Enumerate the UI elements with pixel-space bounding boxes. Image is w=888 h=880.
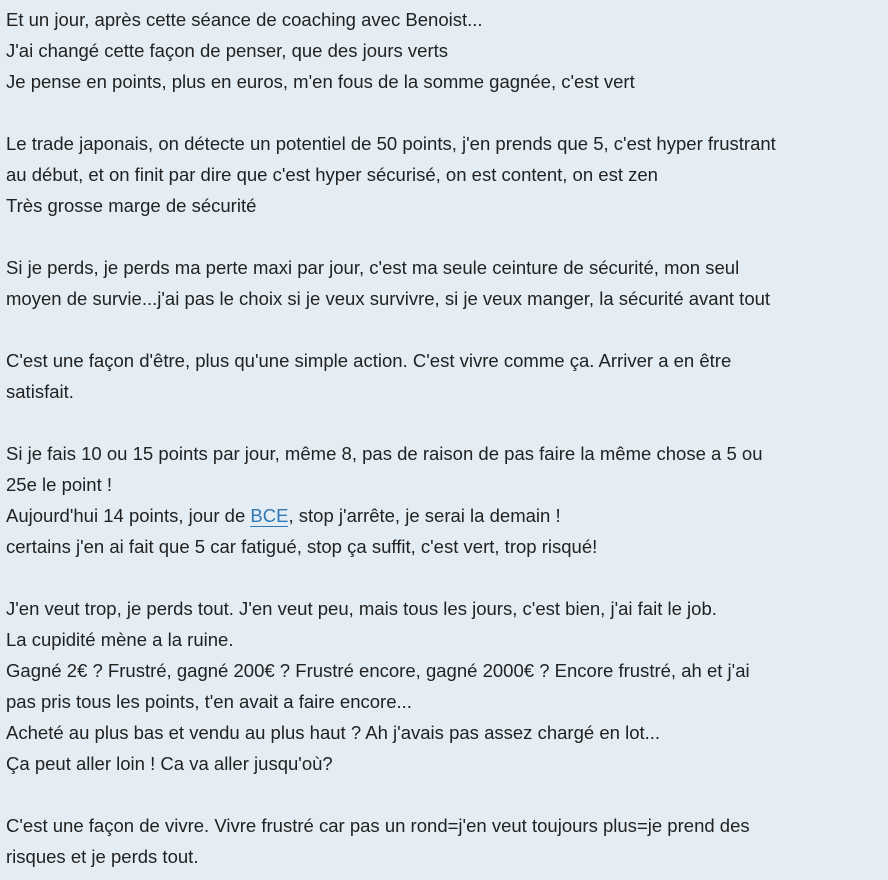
text-line: certains j'en ai fait que 5 car fatigué, stop ça suffit, c'est vert, trop risqué! [6, 536, 598, 557]
text-line: C'est une façon d'être, plus qu'une simple action. C'est vivre comme ça. Arriver a en être [6, 350, 732, 371]
text-line: Acheté au plus bas et vendu au plus haut ? Ah j'avais pas assez chargé en lot... [6, 722, 661, 743]
text-line: moyen de survie...j'ai pas le choix si je veux survivre, si je veux manger, la sécurité avant tout [6, 288, 771, 309]
text-line: C'est une façon de vivre. Vivre frustré car pas un rond=j'en veut toujours plus=je prend des [6, 815, 750, 836]
text-line: Et un jour, après cette séance de coaching avec Benoist... [6, 9, 483, 30]
paragraph-facon-d-etre [6, 345, 888, 407]
text-line: Si je perds, je perds ma perte maxi par jour, c'est ma seule ceinture de sécurité, mon seul [6, 257, 740, 278]
text-line: pas pris tous les points, t'en avait a faire encore... [6, 691, 412, 712]
text-segment: , stop j'arrête, je serai la demain ! [288, 505, 561, 526]
text-line: Gagné 2€ ? Frustré, gagné 200€ ? Frustré encore, gagné 2000€ ? Encore frustré, ah et j'ai [6, 660, 750, 681]
paragraph-facon-de-vivre [6, 810, 888, 872]
text-line: risques et je perds tout. [6, 846, 199, 867]
text-line: satisfait. [6, 381, 74, 402]
paragraph-cupidite [6, 593, 888, 779]
text-line: 25e le point ! [6, 474, 113, 495]
paragraph-perte-maxi [6, 252, 888, 314]
paragraph-gap [6, 407, 888, 438]
paragraph-points-par-jour [6, 438, 888, 562]
text-line: Très grosse marge de sécurité [6, 195, 257, 216]
paragraph-gap [6, 779, 888, 810]
text-line: au début, et on finit par dire que c'est hyper sécurisé, on est content, on est zen [6, 164, 658, 185]
text-line: J'ai changé cette façon de penser, que des jours verts [6, 40, 449, 61]
paragraph-coaching [6, 4, 888, 97]
text-line: Le trade japonais, on détecte un potentiel de 50 points, j'en prends que 5, c'est hyper frustrant [6, 133, 776, 154]
text-line: Je pense en points, plus en euros, m'en fous de la somme gagnée, c'est vert [6, 71, 635, 92]
paragraph-gap [6, 221, 888, 252]
paragraph-trade-japonais [6, 128, 888, 221]
text-line: Si je fais 10 ou 15 points par jour, même 8, pas de raison de pas faire la même chose a 5 ou [6, 443, 763, 464]
paragraph-gap [6, 562, 888, 593]
bce-link[interactable]: BCE [250, 505, 289, 526]
paragraph-gap [6, 97, 888, 128]
text-line: J'en veut trop, je perds tout. J'en veut peu, mais tous les jours, c'est bien, j'ai fait le job. [6, 598, 717, 619]
text-line: La cupidité mène a la ruine. [6, 629, 234, 650]
text-line-with-link [6, 500, 888, 531]
text-line: Ça peut aller loin ! Ca va aller jusqu'où? [6, 753, 333, 774]
text-segment: Aujourd'hui 14 points, jour de [6, 505, 251, 526]
paragraph-gap [6, 314, 888, 345]
